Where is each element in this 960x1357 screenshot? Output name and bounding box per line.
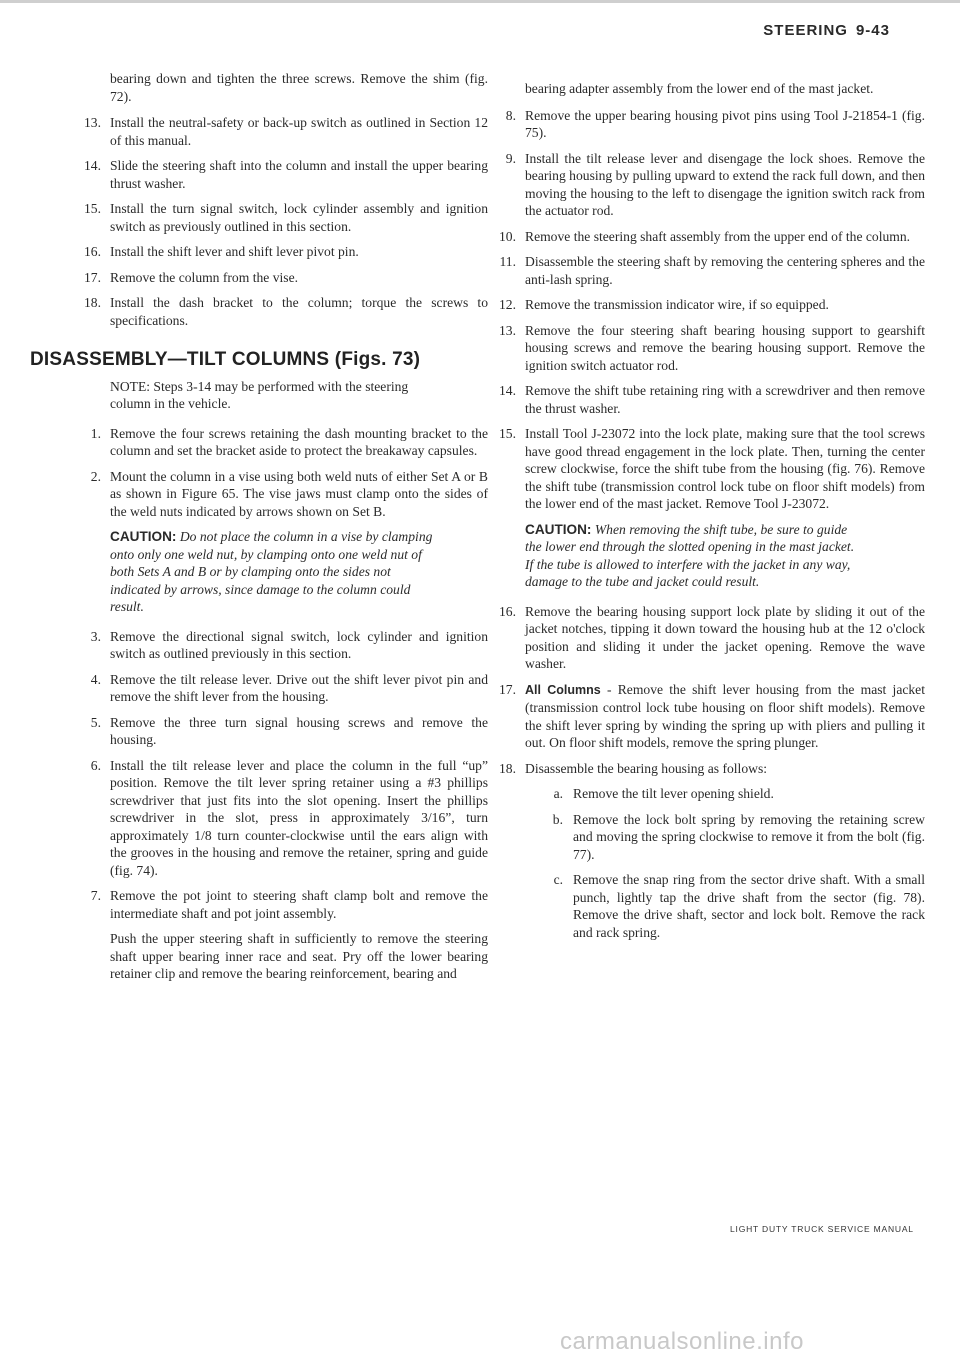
caution-label: CAUTION: bbox=[110, 529, 177, 544]
list-item: 4. Remove the tilt release lever. Drive out the shift lever pivot pin and remove the shift lever from the housing. bbox=[90, 671, 488, 704]
left-intro: bearing down and tighten the three screws. Remove the shim (fig. 72). bbox=[110, 71, 488, 104]
list-item: 5. Remove the three turn signal housing screws and remove the housing. bbox=[90, 714, 488, 747]
list-item: 11. Disassemble the steering shaft by removing the centering spheres and the anti-lash spring. bbox=[499, 254, 925, 287]
list-item: 8. Remove the upper bearing housing pivot pins using Tool J-21854-1 (fig. 75). bbox=[505, 107, 925, 140]
caution-text: When removing the shift tube, be sure to guide the lower end through the slotted opening in the mast jacket. If the tube is allowed to interfere with the jacket in any way, damage to the tube and jacket could result. bbox=[525, 521, 855, 589]
list-item: 1. Remove the four screws retaining the dash mounting bracket to the column and set the bracket aside to protect the breakaway capsules. bbox=[90, 425, 488, 458]
list-item: 3. Remove the directional signal switch, lock cylinder and ignition switch as outlined previously in this section. bbox=[90, 628, 488, 661]
caution-block-right bbox=[525, 521, 865, 591]
page-header bbox=[640, 22, 890, 39]
list-item: 17. Remove the column from the vise. bbox=[84, 269, 299, 285]
list-item: 16. Install the shift lever and shift lever pivot pin. bbox=[84, 244, 359, 259]
page-number: 9-43 bbox=[855, 22, 890, 39]
list-item: 10. Remove the steering shaft assembly from the upper end of the column. bbox=[499, 228, 911, 244]
left-steps-b bbox=[90, 425, 488, 521]
list-item: 13. Install the neutral-safety or back-up switch as outlined in Section 12 of this manual. bbox=[84, 115, 488, 148]
sub-steps bbox=[525, 785, 925, 941]
list-item: 6. Install the tilt release lever and place the column in the full “up” position. Remove the tilt lever spring retainer using a #3 phillips screwdriver that just fits into the slot opening. Insert the phillips screwdriver in the slot, press in approximately 3/16”, turn approximately 1/8 turn counter-clockwise until the ears align with the grooves in the housing and remove the retainer, spring and guide (fig. 74). bbox=[90, 757, 488, 878]
list-item: 15. Install Tool J-23072 into the lock plate, making sure that the tool screws have good thread engagement in the lock plate. Then, turning the center screw clockwise, force the shift tube from the housing (fig. 76). Remove the shift tube (transmission control lock tube on floor shift models) from the lower end of the mast jacket. Remove Tool J-23072. bbox=[499, 426, 925, 511]
caution-block-left bbox=[110, 528, 440, 616]
caution-label: CAUTION: bbox=[525, 521, 592, 537]
note-text: NOTE: Steps 3-14 may be performed with the steering column in the vehicle. bbox=[110, 378, 409, 411]
sub-item: b. Remove the lock bolt spring by removing the retaining screw and moving the spring clockwise to remove it from the bolt (fig. 77). bbox=[552, 811, 925, 862]
list-item: 12. Remove the transmission indicator wire, if so equipped. bbox=[499, 297, 829, 312]
left-steps-a bbox=[84, 114, 488, 329]
top-rule bbox=[0, 0, 960, 3]
list-item: 17. All Columns - Remove the shift lever housing from the mast jacket (transmission control lock tube housing on floor shift models). Remove the shift lever spring by winding the spring up with pliers and pulling it out. On floor shift models, remove the spring plunger. bbox=[499, 681, 925, 750]
right-steps-a bbox=[499, 107, 925, 513]
list-item: 14. Remove the shift tube retaining ring with a screwdriver and then remove the thrust washer. bbox=[499, 383, 925, 416]
sub-item: a. Remove the tilt lever opening shield. bbox=[553, 786, 774, 801]
list-item: 13. Remove the four steering shaft bearing housing support to gearshift housing screws and remove the bearing housing support. Remove the ignition switch actuator rod. bbox=[499, 322, 925, 373]
list-item: 7. Remove the pot joint to steering shaft clamp bolt and remove the intermediate shaft and pot joint assembly. bbox=[90, 888, 488, 921]
list-item: 9. Install the tilt release lever and disengage the lock shoes. Remove the bearing housing by pulling upward to extend the rack full down, and then moving the housing to the left to disengage the ignition switch rack from the actuator rod. bbox=[505, 150, 925, 218]
caution-text: Do not place the column in a vise by clamping onto only one weld nut, by clamping onto one weld nut of both Sets A and B or by clamping onto the sides not indicated by arrows, since damage to the column could result. bbox=[110, 529, 433, 614]
left-column bbox=[30, 70, 488, 989]
right-intro: bearing adapter assembly from the lower end of the mast jacket. bbox=[525, 81, 874, 96]
left-closing: Push the upper steering shaft in sufficiently to remove the steering shaft upper bearing inner race and seat. Pry off the lower bearing retainer clip and remove the bearing reinforcement, bearing and bbox=[110, 931, 488, 981]
all-columns-label: All Columns bbox=[525, 682, 601, 697]
list-item: 15. Install the turn signal switch, lock cylinder assembly and ignition switch as previously outlined in this section. bbox=[84, 201, 488, 234]
sub-item: c. Remove the snap ring from the sector drive shaft. With a small punch, lightly tap the drive shaft from the sector (fig. 78). Remove the drive shaft, sector and lock bolt. Remove the rack and rack spring. bbox=[553, 872, 925, 940]
list-item: 14. Slide the steering shaft into the column and install the upper bearing thrust washer. bbox=[84, 158, 488, 191]
list-item: 18. Install the dash bracket to the column; torque the screws to specifications. bbox=[84, 295, 488, 328]
list-item: 2. Mount the column in a vise using both weld nuts of either Set A or B as shown in Figure 65. The vise jaws must clamp onto the sides of the weld nuts indicated by arrows shown on Set B. bbox=[90, 468, 488, 519]
list-item: 18. Disassemble the bearing housing as follows: bbox=[499, 760, 768, 776]
right-column bbox=[499, 80, 925, 949]
page-footer: LIGHT DUTY TRUCK SERVICE MANUAL bbox=[730, 1224, 914, 1234]
list-item: 16. Remove the bearing housing support lock plate by sliding it out of the jacket notches, tipping it down toward the housing hub at the 12 o'clock position and sliding it under the jacket opening. Remove the wave washer. bbox=[499, 603, 925, 671]
section-heading: DISASSEMBLY—TILT COLUMNS (Figs. 73) bbox=[30, 349, 421, 370]
left-steps-c bbox=[90, 628, 488, 923]
watermark: carmanualsonline.info bbox=[560, 1328, 804, 1355]
section-title: STEERING bbox=[763, 22, 848, 39]
